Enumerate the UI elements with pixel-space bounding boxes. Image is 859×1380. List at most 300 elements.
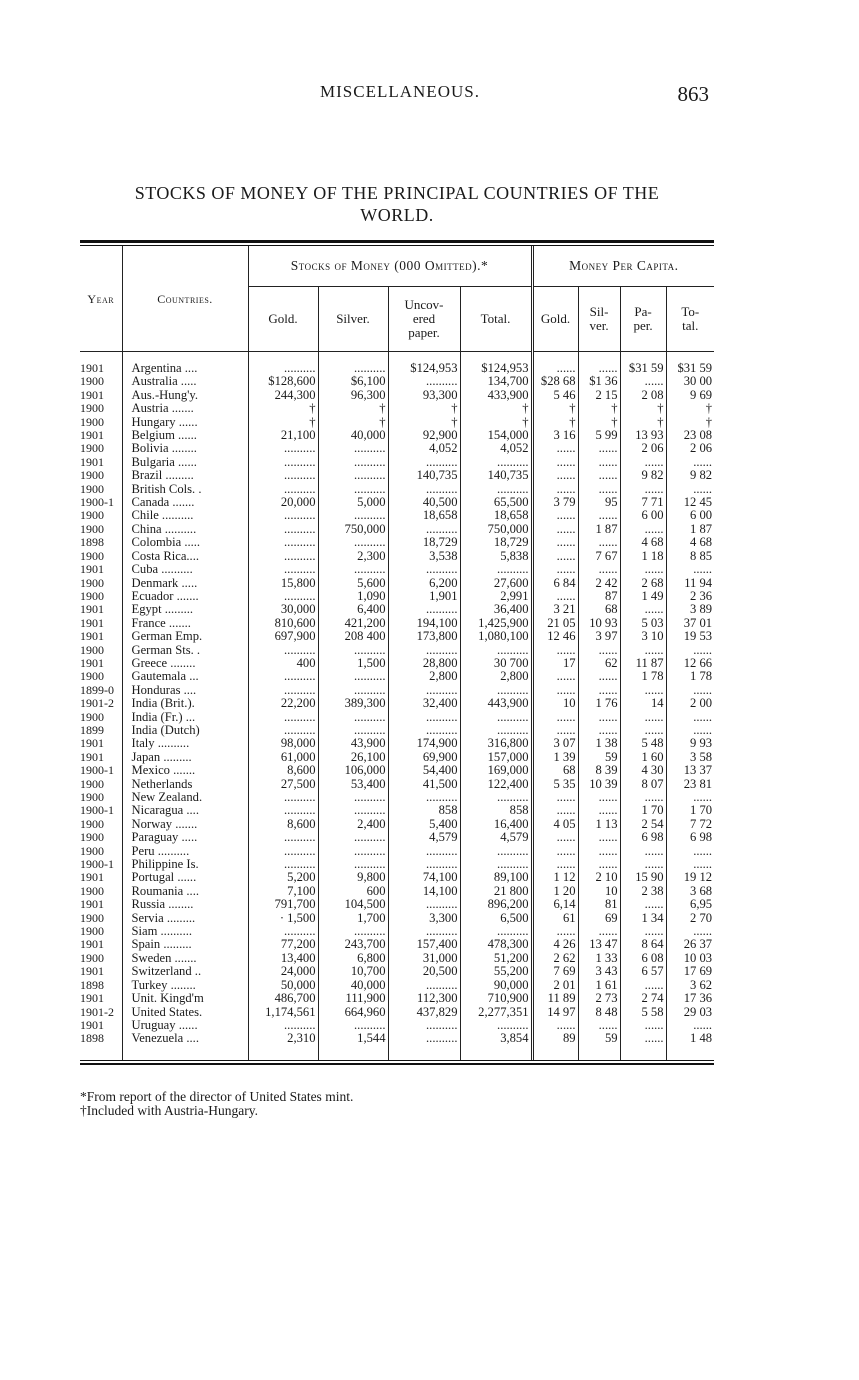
table-row bbox=[80, 684, 714, 697]
row-pc-paper: 9 82 bbox=[620, 469, 666, 482]
row-silver: .......... bbox=[318, 711, 388, 724]
row-uncovered-paper: .......... bbox=[388, 898, 460, 911]
row-uncovered-paper: .......... bbox=[388, 791, 460, 804]
row-gold: 244,300 bbox=[248, 389, 318, 402]
row-pc-total: 9 82 bbox=[666, 469, 714, 482]
row-pc-gold: 5 35 bbox=[532, 778, 578, 791]
row-pc-silver: 69 bbox=[578, 912, 620, 925]
row-pc-paper: ...... bbox=[620, 711, 666, 724]
row-total: 896,200 bbox=[460, 898, 532, 911]
row-country: Greece ........ bbox=[122, 657, 248, 670]
row-uncovered-paper: .......... bbox=[388, 563, 460, 576]
row-pc-total: 17 69 bbox=[666, 965, 714, 978]
money-stocks-table bbox=[80, 246, 714, 1060]
row-pc-total: 19 12 bbox=[666, 871, 714, 884]
row-country: China .......... bbox=[122, 523, 248, 536]
row-year: 1901 bbox=[80, 938, 104, 952]
row-pc-paper: ...... bbox=[620, 925, 666, 938]
row-country: New Zealand. bbox=[122, 791, 248, 804]
row-silver: 1,500 bbox=[318, 657, 388, 670]
row-silver: 389,300 bbox=[318, 697, 388, 710]
row-country: Mexico ....... bbox=[122, 764, 248, 777]
row-uncovered-paper: .......... bbox=[388, 523, 460, 536]
row-uncovered-paper: † bbox=[388, 402, 460, 415]
gold-header: Gold. bbox=[248, 287, 318, 352]
row-pc-paper: ...... bbox=[620, 644, 666, 657]
row-year: 1900-1 bbox=[80, 804, 114, 818]
row-country: Siam .......... bbox=[122, 925, 248, 938]
row-silver: 1,700 bbox=[318, 912, 388, 925]
row-uncovered-paper: 3,300 bbox=[388, 912, 460, 925]
row-year: 1901 bbox=[80, 656, 104, 670]
row-pc-gold: 14 97 bbox=[532, 1006, 578, 1019]
table-row bbox=[80, 429, 714, 442]
row-uncovered-paper: 41,500 bbox=[388, 778, 460, 791]
row-year: 1900 bbox=[80, 482, 104, 496]
table-body bbox=[80, 352, 714, 1060]
row-pc-total: 23 08 bbox=[666, 429, 714, 442]
row-pc-silver: 10 93 bbox=[578, 617, 620, 630]
row-uncovered-paper: 32,400 bbox=[388, 697, 460, 710]
row-gold: .......... bbox=[248, 724, 318, 737]
row-country: Nicaragua .... bbox=[122, 804, 248, 817]
table-row bbox=[80, 791, 714, 804]
row-gold: $128,600 bbox=[248, 375, 318, 388]
row-pc-paper: ...... bbox=[620, 898, 666, 911]
row-year: 1900 bbox=[80, 415, 104, 429]
row-pc-total: ...... bbox=[666, 845, 714, 858]
row-total: 27,600 bbox=[460, 577, 532, 590]
table-row bbox=[80, 617, 714, 630]
row-total: 4,579 bbox=[460, 831, 532, 844]
row-pc-total: 37 01 bbox=[666, 617, 714, 630]
row-uncovered-paper: 74,100 bbox=[388, 871, 460, 884]
row-total: .......... bbox=[460, 456, 532, 469]
row-pc-gold: † bbox=[532, 416, 578, 429]
row-pc-gold: 12 46 bbox=[532, 630, 578, 643]
row-year: 1899-0 bbox=[80, 683, 114, 697]
table-row bbox=[80, 483, 714, 496]
row-pc-gold: 1 20 bbox=[532, 885, 578, 898]
row-pc-paper: ...... bbox=[620, 523, 666, 536]
row-pc-silver: 2 10 bbox=[578, 871, 620, 884]
row-gold: .......... bbox=[248, 590, 318, 603]
row-silver: 96,300 bbox=[318, 389, 388, 402]
row-uncovered-paper: 20,500 bbox=[388, 965, 460, 978]
row-uncovered-paper: .......... bbox=[388, 858, 460, 871]
row-year: 1899 bbox=[80, 723, 104, 737]
row-gold: 5,200 bbox=[248, 871, 318, 884]
table-row bbox=[80, 657, 714, 670]
row-gold: † bbox=[248, 402, 318, 415]
row-total: 478,300 bbox=[460, 938, 532, 951]
row-country: Costa Rica.... bbox=[122, 550, 248, 563]
row-pc-total: 2 70 bbox=[666, 912, 714, 925]
row-pc-silver: 7 67 bbox=[578, 550, 620, 563]
row-pc-silver: ...... bbox=[578, 925, 620, 938]
row-uncovered-paper: 174,900 bbox=[388, 737, 460, 750]
row-silver: 2,300 bbox=[318, 550, 388, 563]
row-year: 1900 bbox=[80, 911, 104, 925]
row-total: .......... bbox=[460, 711, 532, 724]
row-total: 21 800 bbox=[460, 885, 532, 898]
row-year: 1900 bbox=[80, 549, 104, 563]
row-year: 1901 bbox=[80, 616, 104, 630]
row-gold: 400 bbox=[248, 657, 318, 670]
row-year: 1901 bbox=[80, 1018, 104, 1032]
row-gold: · 1,500 bbox=[248, 912, 318, 925]
row-year: 1900 bbox=[80, 589, 104, 603]
row-total: 134,700 bbox=[460, 375, 532, 388]
row-silver: 2,400 bbox=[318, 818, 388, 831]
row-silver: 600 bbox=[318, 885, 388, 898]
row-pc-gold: ...... bbox=[532, 845, 578, 858]
row-year: 1901 bbox=[80, 871, 104, 885]
row-gold: .......... bbox=[248, 804, 318, 817]
row-silver: .......... bbox=[318, 442, 388, 455]
row-pc-gold: 1 39 bbox=[532, 751, 578, 764]
row-year: 1901 bbox=[80, 429, 104, 443]
row-pc-silver: † bbox=[578, 402, 620, 415]
row-pc-silver: 95 bbox=[578, 496, 620, 509]
row-pc-silver: ...... bbox=[578, 724, 620, 737]
row-uncovered-paper: .......... bbox=[388, 925, 460, 938]
footnote-star: *From report of the director of United States mint. bbox=[80, 1089, 354, 1104]
row-year: 1900 bbox=[80, 643, 104, 657]
row-pc-silver: † bbox=[578, 416, 620, 429]
row-total: 2,991 bbox=[460, 590, 532, 603]
row-pc-silver: 5 99 bbox=[578, 429, 620, 442]
row-year: 1900 bbox=[80, 402, 104, 416]
table-row bbox=[80, 1032, 714, 1059]
row-total: .......... bbox=[460, 563, 532, 576]
row-pc-silver: ...... bbox=[578, 509, 620, 522]
row-year: 1900 bbox=[80, 884, 104, 898]
table-row bbox=[80, 389, 714, 402]
row-pc-silver: ...... bbox=[578, 442, 620, 455]
row-uncovered-paper: 1,901 bbox=[388, 590, 460, 603]
row-pc-silver: ...... bbox=[578, 563, 620, 576]
row-silver: .......... bbox=[318, 456, 388, 469]
row-gold: .......... bbox=[248, 925, 318, 938]
row-year: 1901-2 bbox=[80, 1005, 114, 1019]
row-gold: 2,310 bbox=[248, 1032, 318, 1059]
row-pc-paper: 3 10 bbox=[620, 630, 666, 643]
row-country: Unit. Kingd'm bbox=[122, 992, 248, 1005]
row-country: Chile .......... bbox=[122, 509, 248, 522]
row-pc-silver: ...... bbox=[578, 804, 620, 817]
row-pc-gold: ...... bbox=[532, 831, 578, 844]
table-row bbox=[80, 550, 714, 563]
table-row bbox=[80, 670, 714, 683]
row-total: 169,000 bbox=[460, 764, 532, 777]
row-pc-gold: 11 89 bbox=[532, 992, 578, 1005]
row-uncovered-paper: 194,100 bbox=[388, 617, 460, 630]
row-pc-total: ...... bbox=[666, 791, 714, 804]
row-total: 89,100 bbox=[460, 871, 532, 884]
row-uncovered-paper: .......... bbox=[388, 456, 460, 469]
table-row bbox=[80, 751, 714, 764]
table-row bbox=[80, 375, 714, 388]
row-pc-total: 17 36 bbox=[666, 992, 714, 1005]
row-country: Venezuela .... bbox=[122, 1032, 248, 1059]
row-pc-total: 6,95 bbox=[666, 898, 714, 911]
row-pc-silver: 10 39 bbox=[578, 778, 620, 791]
row-uncovered-paper: .......... bbox=[388, 845, 460, 858]
row-total: 4,052 bbox=[460, 442, 532, 455]
row-pc-silver: 62 bbox=[578, 657, 620, 670]
row-pc-paper: ...... bbox=[620, 791, 666, 804]
row-pc-paper: 2 08 bbox=[620, 389, 666, 402]
row-pc-silver: 2 42 bbox=[578, 577, 620, 590]
row-country: Peru .......... bbox=[122, 845, 248, 858]
row-pc-silver: 1 76 bbox=[578, 697, 620, 710]
row-pc-silver: ...... bbox=[578, 644, 620, 657]
table-row bbox=[80, 536, 714, 549]
row-uncovered-paper: .......... bbox=[388, 1019, 460, 1032]
table-row bbox=[80, 938, 714, 951]
row-country: Argentina .... bbox=[122, 352, 248, 376]
row-pc-gold: 89 bbox=[532, 1032, 578, 1059]
row-pc-total: 3 62 bbox=[666, 979, 714, 992]
row-pc-gold: † bbox=[532, 402, 578, 415]
row-pc-gold: ...... bbox=[532, 456, 578, 469]
row-total: 122,400 bbox=[460, 778, 532, 791]
row-pc-gold: ...... bbox=[532, 352, 578, 376]
row-country: Uruguay ...... bbox=[122, 1019, 248, 1032]
row-pc-total: 2 36 bbox=[666, 590, 714, 603]
row-pc-paper: 8 07 bbox=[620, 778, 666, 791]
row-pc-silver: 3 97 bbox=[578, 630, 620, 643]
row-gold: 791,700 bbox=[248, 898, 318, 911]
table-row bbox=[80, 845, 714, 858]
row-total: $124,953 bbox=[460, 352, 532, 376]
row-total: 140,735 bbox=[460, 469, 532, 482]
row-gold: 8,600 bbox=[248, 764, 318, 777]
row-pc-total: 12 66 bbox=[666, 657, 714, 670]
row-pc-gold: 21 05 bbox=[532, 617, 578, 630]
footnote-dagger: †Included with Austria-Hungary. bbox=[80, 1103, 258, 1118]
row-pc-gold: 2 01 bbox=[532, 979, 578, 992]
row-silver: 106,000 bbox=[318, 764, 388, 777]
pc-silver-line-2: ver. bbox=[589, 318, 609, 333]
row-year: 1901 bbox=[80, 603, 104, 617]
row-silver: .......... bbox=[318, 845, 388, 858]
table-row bbox=[80, 456, 714, 469]
row-gold: .......... bbox=[248, 644, 318, 657]
row-silver: 43,900 bbox=[318, 737, 388, 750]
row-year: 1900-1 bbox=[80, 496, 114, 510]
row-country: Honduras .... bbox=[122, 684, 248, 697]
row-pc-paper: 6 08 bbox=[620, 952, 666, 965]
table-row bbox=[80, 442, 714, 455]
row-silver: 26,100 bbox=[318, 751, 388, 764]
row-gold: .......... bbox=[248, 845, 318, 858]
row-total: .......... bbox=[460, 858, 532, 871]
row-country: British Cols. . bbox=[122, 483, 248, 496]
row-gold: .......... bbox=[248, 791, 318, 804]
pc-gold-header: Gold. bbox=[532, 287, 578, 352]
row-country: German Sts. . bbox=[122, 644, 248, 657]
row-pc-total: 8 85 bbox=[666, 550, 714, 563]
row-uncovered-paper: 437,829 bbox=[388, 1006, 460, 1019]
row-pc-total: ...... bbox=[666, 483, 714, 496]
row-pc-paper: 1 70 bbox=[620, 804, 666, 817]
row-year: 1901 bbox=[80, 965, 104, 979]
table-row bbox=[80, 885, 714, 898]
row-pc-paper: 2 38 bbox=[620, 885, 666, 898]
row-pc-paper: 6 00 bbox=[620, 509, 666, 522]
row-uncovered-paper: 18,729 bbox=[388, 536, 460, 549]
row-uncovered-paper: † bbox=[388, 416, 460, 429]
row-gold: 697,900 bbox=[248, 630, 318, 643]
row-pc-silver: 1 38 bbox=[578, 737, 620, 750]
row-pc-gold: 17 bbox=[532, 657, 578, 670]
row-pc-paper: ...... bbox=[620, 858, 666, 871]
row-pc-paper: 15 90 bbox=[620, 871, 666, 884]
row-uncovered-paper: 4,579 bbox=[388, 831, 460, 844]
row-gold: .......... bbox=[248, 469, 318, 482]
pc-paper-header bbox=[620, 287, 666, 352]
row-silver: .......... bbox=[318, 469, 388, 482]
row-uncovered-paper: 54,400 bbox=[388, 764, 460, 777]
row-pc-gold: ...... bbox=[532, 550, 578, 563]
row-pc-total: 3 89 bbox=[666, 603, 714, 616]
row-pc-total: 23 81 bbox=[666, 778, 714, 791]
row-country: Norway ....... bbox=[122, 818, 248, 831]
row-gold: .......... bbox=[248, 536, 318, 549]
row-pc-paper: ...... bbox=[620, 483, 666, 496]
row-pc-silver: ...... bbox=[578, 1019, 620, 1032]
row-pc-paper: ...... bbox=[620, 1032, 666, 1059]
row-silver: 104,500 bbox=[318, 898, 388, 911]
row-pc-paper: $31 59 bbox=[620, 352, 666, 376]
pc-paper-line-1: Pa- bbox=[634, 304, 652, 319]
row-total: 30 700 bbox=[460, 657, 532, 670]
row-pc-paper: † bbox=[620, 402, 666, 415]
row-country: Japan ......... bbox=[122, 751, 248, 764]
row-total: 710,900 bbox=[460, 992, 532, 1005]
table-row bbox=[80, 1006, 714, 1019]
row-country: Netherlands bbox=[122, 778, 248, 791]
row-total: 1,080,100 bbox=[460, 630, 532, 643]
row-country: Aus.-Hung'y. bbox=[122, 389, 248, 402]
row-pc-paper: 2 68 bbox=[620, 577, 666, 590]
row-total: 16,400 bbox=[460, 818, 532, 831]
row-gold: 15,800 bbox=[248, 577, 318, 590]
row-pc-silver: 87 bbox=[578, 590, 620, 603]
row-pc-silver: 1 61 bbox=[578, 979, 620, 992]
table-row bbox=[80, 737, 714, 750]
row-pc-silver: 8 39 bbox=[578, 764, 620, 777]
row-year: 1900 bbox=[80, 576, 104, 590]
row-uncovered-paper: .......... bbox=[388, 644, 460, 657]
row-country: Australia ..... bbox=[122, 375, 248, 388]
row-total: 90,000 bbox=[460, 979, 532, 992]
table-row bbox=[80, 352, 714, 376]
table-row bbox=[80, 764, 714, 777]
row-year: 1900-1 bbox=[80, 764, 114, 778]
row-pc-silver: ...... bbox=[578, 456, 620, 469]
running-head: MISCELLANEOUS. bbox=[320, 82, 480, 101]
row-pc-total: 2 06 bbox=[666, 442, 714, 455]
row-silver: 10,700 bbox=[318, 965, 388, 978]
row-pc-paper: ...... bbox=[620, 684, 666, 697]
row-uncovered-paper: .......... bbox=[388, 979, 460, 992]
row-pc-paper: ...... bbox=[620, 603, 666, 616]
row-pc-total: 9 69 bbox=[666, 389, 714, 402]
row-pc-gold: ...... bbox=[532, 684, 578, 697]
row-pc-total: 6 98 bbox=[666, 831, 714, 844]
table-head bbox=[80, 246, 714, 352]
row-silver: .......... bbox=[318, 831, 388, 844]
row-pc-total: † bbox=[666, 402, 714, 415]
row-pc-gold: $28 68 bbox=[532, 375, 578, 388]
row-pc-paper: † bbox=[620, 416, 666, 429]
row-pc-paper: 2 54 bbox=[620, 818, 666, 831]
row-pc-gold: 4 26 bbox=[532, 938, 578, 951]
row-year: 1900 bbox=[80, 951, 104, 965]
row-total: 5,838 bbox=[460, 550, 532, 563]
total-header: Total. bbox=[460, 287, 532, 352]
row-pc-gold: 1 12 bbox=[532, 871, 578, 884]
table-row bbox=[80, 818, 714, 831]
row-year: 1901 bbox=[80, 992, 104, 1006]
row-uncovered-paper: 858 bbox=[388, 804, 460, 817]
row-total: .......... bbox=[460, 845, 532, 858]
row-pc-total: ...... bbox=[666, 456, 714, 469]
row-uncovered-paper: 40,500 bbox=[388, 496, 460, 509]
row-pc-paper: 1 60 bbox=[620, 751, 666, 764]
row-pc-total: ...... bbox=[666, 858, 714, 871]
table-row bbox=[80, 804, 714, 817]
row-pc-gold: ...... bbox=[532, 644, 578, 657]
row-total: † bbox=[460, 402, 532, 415]
pc-total-line-2: tal. bbox=[682, 318, 699, 333]
row-year: 1900 bbox=[80, 375, 104, 389]
row-total: 2,800 bbox=[460, 670, 532, 683]
row-silver: .......... bbox=[318, 509, 388, 522]
row-pc-gold: ...... bbox=[532, 804, 578, 817]
row-year: 1898 bbox=[80, 978, 104, 992]
row-pc-total: ...... bbox=[666, 925, 714, 938]
table-row bbox=[80, 1019, 714, 1032]
row-pc-silver: ...... bbox=[578, 469, 620, 482]
row-country: Sweden ....... bbox=[122, 952, 248, 965]
row-silver: † bbox=[318, 402, 388, 415]
row-silver: 421,200 bbox=[318, 617, 388, 630]
row-year: 1901 bbox=[80, 630, 104, 644]
row-pc-silver: ...... bbox=[578, 711, 620, 724]
row-country: Canada ....... bbox=[122, 496, 248, 509]
pc-paper-line-2: per. bbox=[633, 318, 653, 333]
row-year: 1900 bbox=[80, 925, 104, 939]
row-gold: 7,100 bbox=[248, 885, 318, 898]
row-pc-silver: ...... bbox=[578, 684, 620, 697]
table-row bbox=[80, 778, 714, 791]
row-year: 1900 bbox=[80, 844, 104, 858]
row-country: Portugal ...... bbox=[122, 871, 248, 884]
row-gold: 77,200 bbox=[248, 938, 318, 951]
bottom-rule bbox=[80, 1060, 714, 1065]
row-pc-total: ...... bbox=[666, 724, 714, 737]
row-pc-paper: ...... bbox=[620, 375, 666, 388]
row-silver: 9,800 bbox=[318, 871, 388, 884]
row-gold: .......... bbox=[248, 1019, 318, 1032]
row-pc-silver: ...... bbox=[578, 831, 620, 844]
row-total: 18,658 bbox=[460, 509, 532, 522]
row-gold: .......... bbox=[248, 831, 318, 844]
